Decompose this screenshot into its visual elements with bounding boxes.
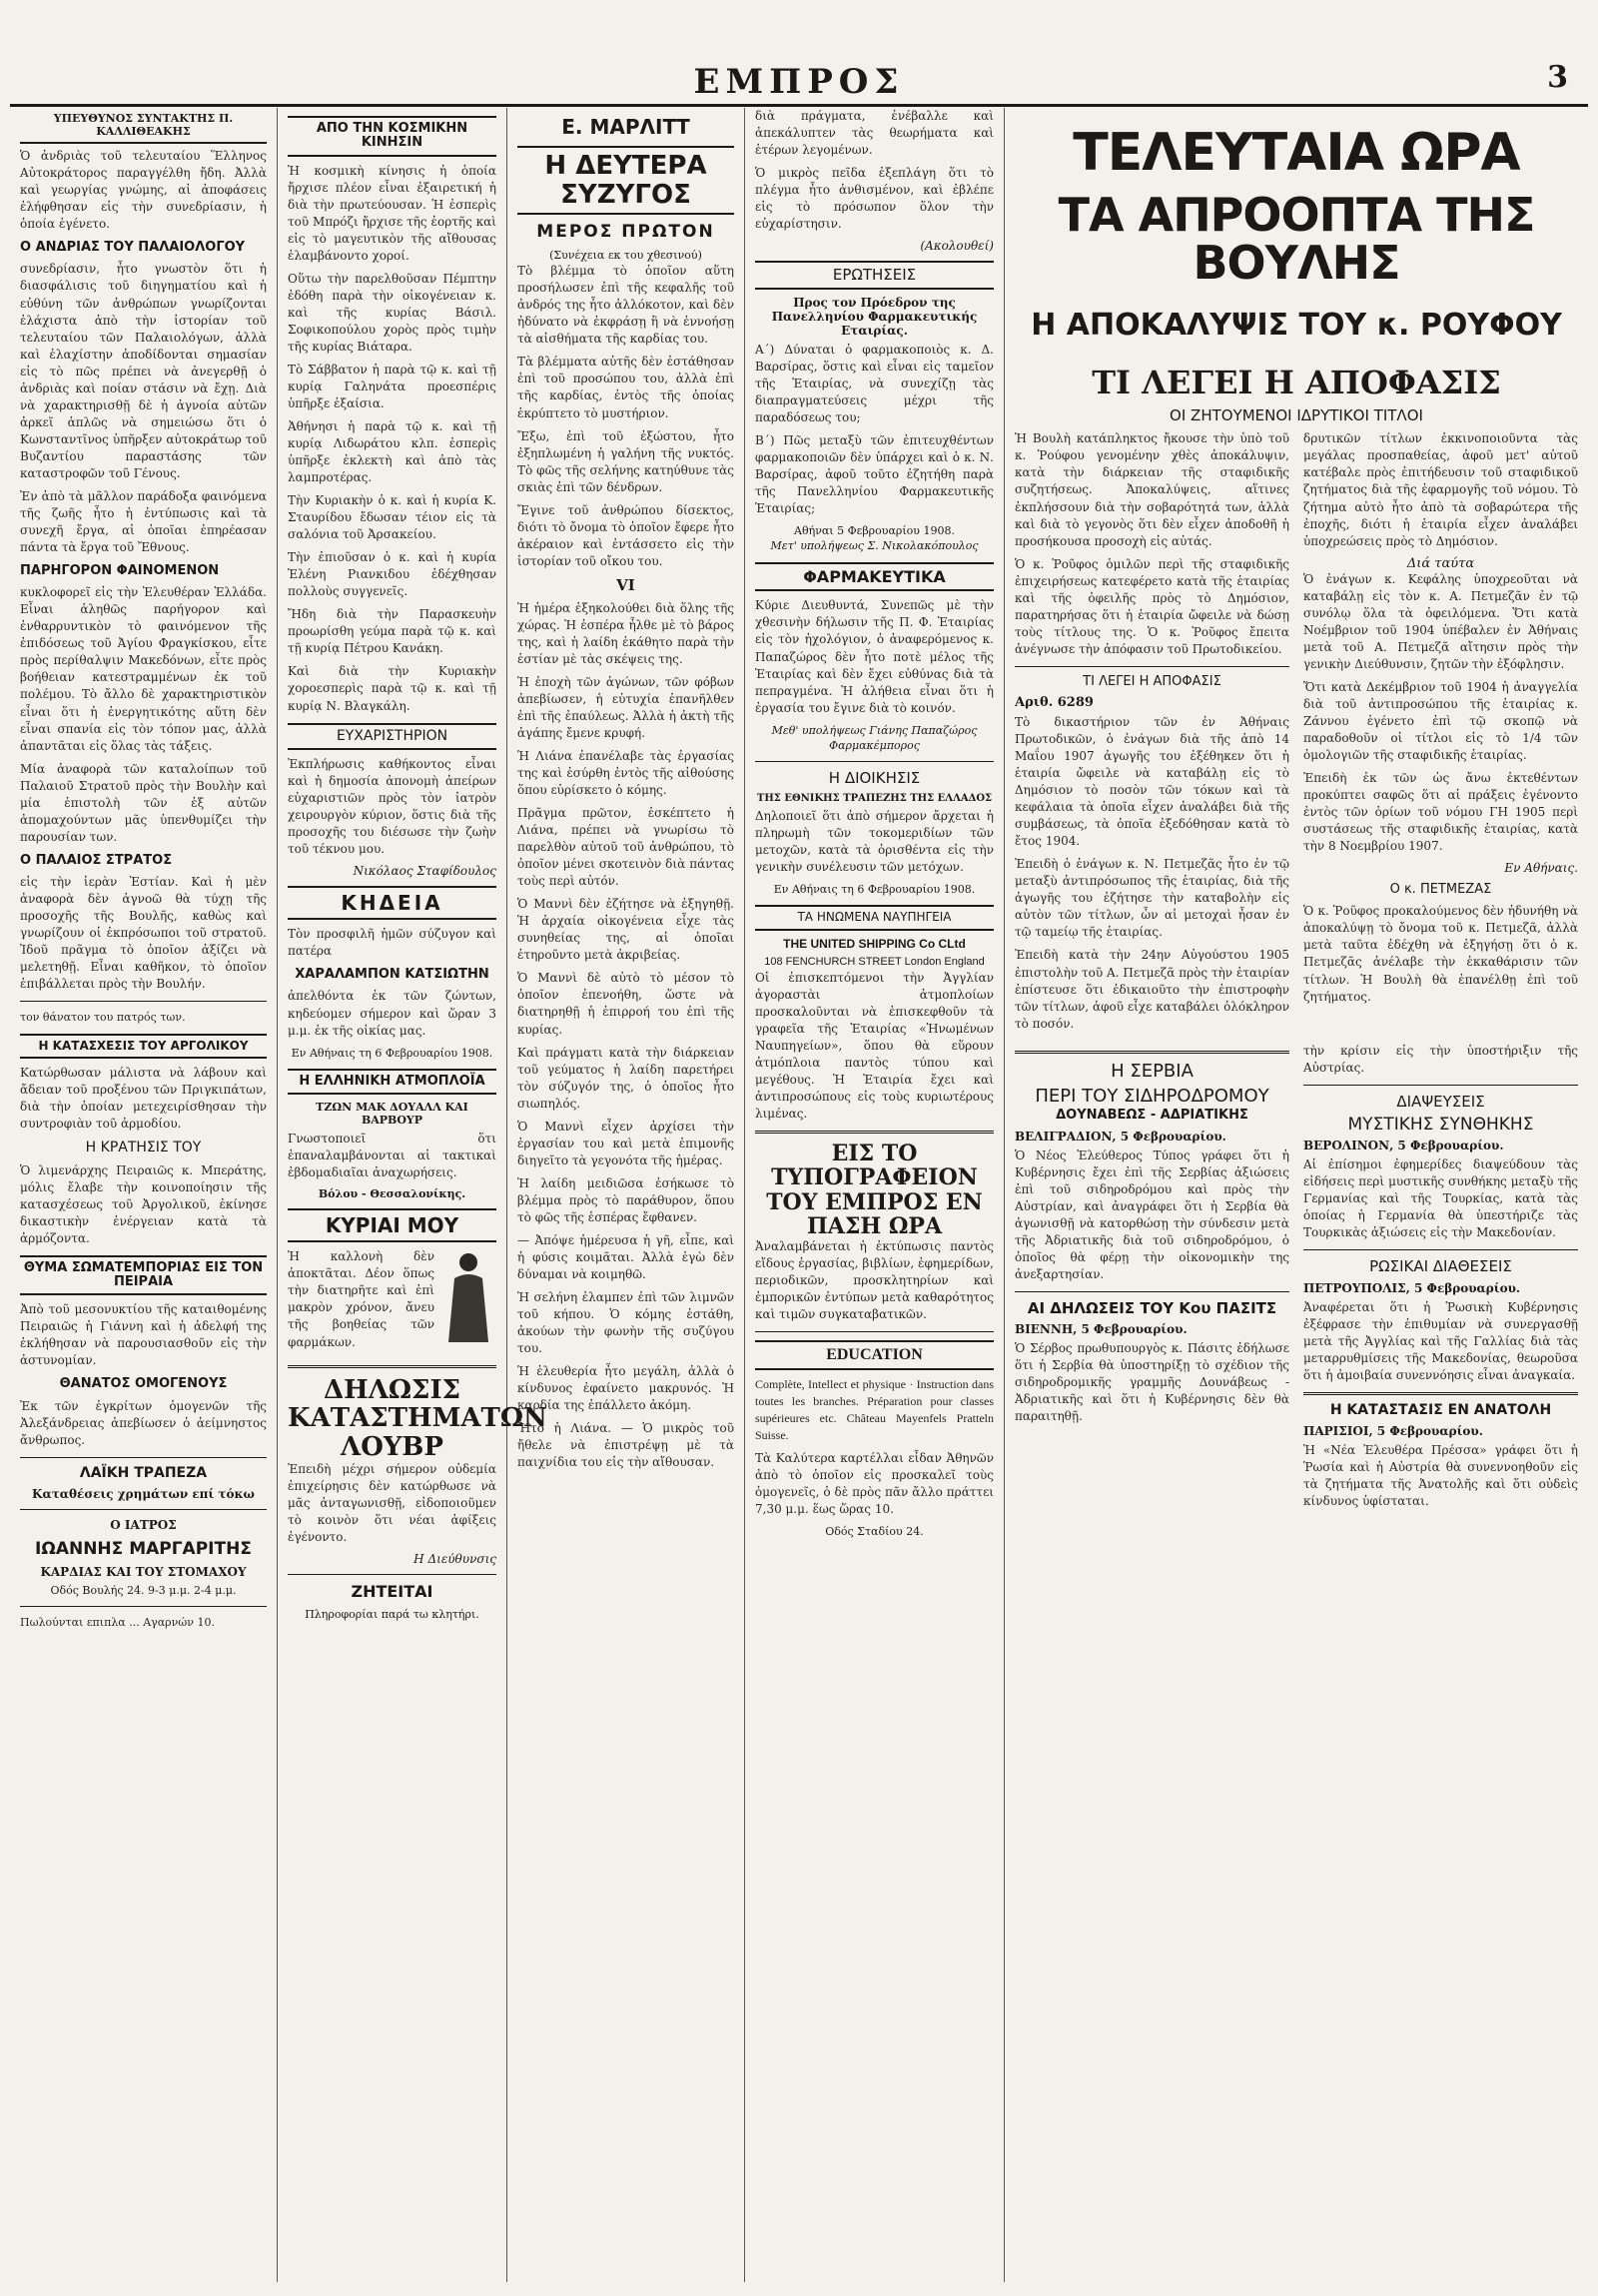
diapseuseis-subtitle: ΜΥΣΤΙΚΗΣ ΣΥΝΘΗΚΗΣ: [1347, 1115, 1534, 1136]
divider: [20, 1606, 267, 1607]
woman-figure-icon: [440, 1248, 496, 1346]
text-block: Ὁ Μαννὶ δὲ αὐτὸ τὸ μέσον τὸ ὁποῖον ἐπενοήθη, ὥστε νὰ διατηρηθῇ ἡ ἐπιρροή του ἐπὶ τῆς κυρίας.: [517, 971, 734, 1037]
text-block: κυκλοφορεῖ εἰς τὴν Ἐλευθέραν Ἑλλάδα. Εἶναι ἀληθῶς παρήγορον καὶ ἐνθαρρυντικὸν τὸ φαινόμενον τῆς ἐπιδόσεως τοῦ Ἀγίου Φραγκίσκου, εἶτε πρὸς περίθαλψιν Μακεδόνων, εἶτε πρὸς βοήθειαν κατεστραμμένων ἐκ τοῦ πολέμου. Τὸ ἄλλο δὲ χαρακτηριστικὸν εἶναι ὅτι ἡ ἐνεργητικότης αὕτη δὲν εἶναι σπανία εἰς τὸν τόπον μας, ἀλλὰ ἀπαντᾶται εἰς ὅλας τὰς τάξεις.: [20, 585, 267, 753]
farmakeftika-signature: Μεθ' υπολήψεως Γιάνης Παπαζώρος Φαρμακέμπορος: [771, 723, 978, 753]
rosikai-place: ΠΕΤΡΟΥΠΟΛΙΣ, 5 Φεβρουαρίου.: [1303, 1280, 1521, 1295]
text-block: διὰ πράγματα, ἐνέβαλλε καὶ ἀπεκάλυπτεν τὰς θεωρήματα καὶ ἑτέρων λεγομένων.: [755, 109, 994, 158]
text-block: Ὁ Νέος Ἐλεύθερος Τύπος γράφει ὅτι ἡ Κυβέρνησις ἔχει ἐπὶ τῆς Σερβίας ἀξιώσεις ἐπὶ τοῦ σιδηροδρόμου καὶ πρὸς τὴν Αὐστρίαν, καὶ ἀναγράφει ὅτι ἡ Σερβία θὰ ἀγωνισθῇ νὰ κατορθώσῃ τὴν σύνδεσιν μετὰ τῆς Ἀδριατικῆς διὰ τοῦ σιδηροδρόμου, ὁ ὁποῖος θὰ φέρῃ τὴν οἰκονομικὴν της ἀνεξαρτησίαν.: [1015, 1148, 1289, 1281]
text-block: Ἡ λαίδη μειδιῶσα ἐσήκωσε τὸ βλέμμα πρὸς τὸ παράθυρον, ὅπου τὸ φῶς τῆς ἑσπέρας ἔφθανεν.: [517, 1175, 734, 1224]
text-block: Ὁ Μαννὶ εἶχεν ἀρχίσει τὴν ἐργασίαν του καὶ μετὰ ἐπιμονῆς διηγεῖτο τὰ γεγονότα τῆς ἡμέρας.: [517, 1119, 734, 1167]
divider: [1303, 1085, 1578, 1086]
text-block: Ἐπειδὴ κατὰ τὴν 24ην Αὐγούστου 1905 ἐπιστολὴν τοῦ Α. Πετμεζᾶ πρὸς τὴν ἑταιρίαν ἐπίστευσε ὅτι ἐδικαιοῦτο τὴν ἐπιστροφὴν τῶν τίτλων, ἀφοῦ εἶχε καταβάλει ὁλόκληρον τὸ ποσόν.: [1015, 948, 1289, 1031]
page-number: 3: [1547, 60, 1568, 95]
column-5-right: [1303, 430, 1578, 1038]
heading-stratos: Ο ΠΑΛΑΙΟΣ ΣΤΡΑΤΟΣ: [20, 852, 173, 868]
atmoploia-subtitle: ΤΖΩΝ ΜΑΚ ΔΟΥΑΛΛ ΚΑΙ ΒΑΡΒΟΥΡ: [316, 1101, 468, 1128]
right-heading: Ο κ. ΠΕΤΜΕΖΑΣ: [1389, 882, 1492, 898]
text-block: Ἡ κοσμικὴ κίνησις ἡ ὁποία ἤρχισε πλέον εἶναι ἐξαιρετική ἡ διὰ τὴν πρωτεύουσαν. Ἡ ἐσπερὶς τοῦ Μπρόζι ἤρχισε τῆς ἑορτῆς καὶ εἰς τὸ μαγευτικὸν τῆς αἴθουσας ἐλαμβάνοντο χοροί.: [288, 163, 496, 263]
heading-erotiseis: ΕΡΩΤΗΣΕΙΣ: [755, 261, 994, 290]
column-5-lower: [1015, 1043, 1578, 1517]
headline-apokalypsis: Η ΑΠΟΚΑΛΥΨΙΣ ΤΟΥ κ. ΡΟΥΦΟΥ: [1031, 308, 1562, 344]
diapseuseis-place: ΒΕΡΟΛΙΝΟΝ, 5 Φεβρουαρίου.: [1303, 1138, 1504, 1152]
text-block: Τὰ βλέμματα αὐτῆς δὲν ἐστάθησαν ἐπὶ τοῦ προσώπου του, ἀλλὰ ἐπὶ τῆς καρδίας, ἐντὸς τῆς ὁποίας ἐκρύπτετο τὸ μυστήριον.: [517, 355, 734, 420]
text-block: Ἡ ἡμέρα ἐξηκολούθει διὰ ὅλης τῆς χώρας. Ἡ ἑσπέρα ἦλθε μὲ τὸ βάρος της, καὶ ἡ λαίδη ἐκάθητο παρὰ τὴν ἑστίαν μὲ τὰς σκέψεις της.: [517, 600, 734, 666]
katastasis-place: ΠΑΡΙΣΙΟΙ, 5 Φεβρουαρίου.: [1303, 1424, 1483, 1439]
headline-teleftaia-ora: ΤΕΛΕΥΤΑΙΑ ΩΡΑ: [1073, 123, 1520, 183]
text-block: δρυτικῶν τίτλων ἐκκινοποιοῦντα τὰς μεγάλας προσπαθείας, ἀφοῦ μετ' αὐτοῦ κατέβαλε πρὸς ἐπιτήδευσιν τοῦ σταφιδικοῦ ζητήματος διὰ τῆς ἐφαρμογῆς τοῦ νόμου. Τὸ ζήτημα αὐτὸ ἦτο ἀπὸ τὰ σοβαρώτερα τῆς ἐποχῆς, διότι ἡ ἑταιρία εἶχεν ἀναλάβει ὑποχρεώσεις πρὸς τὸ Δημόσιον.: [1303, 431, 1578, 548]
heading-rosikai: ΡΩΣΙΚΑΙ ΔΙΑΘΕΣΕΙΣ: [1369, 1257, 1512, 1276]
erotiseis-date: Αθήναι 5 Φεβρουαρίου 1908.: [794, 524, 955, 538]
iatros-address: Οδός Βουλής 24. 9-3 μ.μ. 2-4 μ.μ.: [50, 1583, 237, 1597]
text-block: Καὶ διὰ τὴν Κυριακὴν χοροεσπερὶς παρὰ τῷ κ. καὶ τῇ κυρίᾳ Ν. Βλαγκάλη.: [288, 664, 496, 713]
erotiseis-signature: Μετ' υπολήψεως Σ. Νικολακόπουλος: [770, 539, 979, 553]
text-block: Ἦτο ἡ Λιάνα. — Ὁ μικρὸς τοῦ ἤθελε νὰ ἐπιστρέψῃ μὲ τὰ παιχνίδια του εἰς τὴν αἴθουσαν.: [517, 1421, 734, 1470]
text-block: τὴν κρίσιν εἰς τὴν ὑποστήριξιν τῆς Αὐστρίας.: [1303, 1043, 1578, 1075]
text-block: Ἐπειδὴ ἐκ τῶν ὡς ἄνω ἐκτεθέντων προκύπτει σαφῶς ὅτι αἱ πράξεις ἐγένοντο ἐντὸς τῶν ὁρίων τοῦ νόμου ΓΗ 1905 περὶ συστάσεως τῆς σταφιδικῆς ἑταιρίας, κατὰ τὴν 8 Νοεμβρίου 1907.: [1303, 770, 1578, 854]
kideia-date: Εν Αθήναις τη 6 Φεβρουαρίου 1908.: [291, 1046, 493, 1060]
text-block: Οἱ ἐπισκεπτόμενοι τὴν Ἀγγλίαν ἀγοραστὰι ἀτμοπλοίων προσκαλοῦνται νὰ ἐπισκεφθοῦν τὰ γραφεῖα τῆς Ἑταιρίας «Ἡνωμένων Ναυπηγείων», ὅπου θὰ εὕρουν ἀτμόπλοια παντὸς τύπου καὶ μεγέθους. Ἡ Ἑταιρία ἔχει καὶ ἀντιπροσώπους εἰς τοὺς κυριωτέρους λιμένας.: [755, 971, 994, 1122]
text-block: Ἀναλαμβάνεται ἡ ἐκτύπωσις παντὸς εἴδους ἐργασίας, βιβλίων, ἐφημερίδων, περιοδικῶν, προσκλητηρίων καὶ ἐμπορικῶν ἐντύπων μετὰ καθαρότητος καὶ τιμῶν συγκαταβατικῶν.: [755, 1239, 994, 1322]
text-block: Οὕτω τὴν παρελθοῦσαν Πέμπτην ἐδόθη παρὰ τὴν οἰκογένειαν κ. καὶ τῆς κυρίας Βάσιλ. Σοφικοπούλου χορὸς πρὸς τιμὴν τῆς κυρίας Βιάταρα.: [288, 271, 496, 354]
iatros-specialty: ΚΑΡΔΙΑΣ ΚΑΙ ΤΟΥ ΣΤΟΜΑΧΟΥ: [40, 1564, 247, 1579]
text-block: Γνωστοποιεῖ ὅτι ἐπαναλαμβάνονται αἱ τακτικαὶ ἐβδομαδιαῖαι ἀναχωρήσεις.: [288, 1132, 496, 1180]
column-5: [1005, 108, 1588, 2282]
text-block: Καὶ πράγματι κατὰ τὴν διάρκειαν τοῦ γεύματος ἡ λαίδη παρετήρει τὸν σύζυγόν της, ὁ ὁποῖος ἦτο σιωπηλός.: [517, 1045, 734, 1111]
left-reference: Αριθ. 6289: [1015, 695, 1094, 711]
heading-parigoron: ΠΑΡΗΓΟΡΟΝ ΦΑΙΝΟΜΕΝΟΝ: [20, 562, 220, 578]
divider: [755, 1131, 994, 1134]
text-block: Πρᾶγμα πρῶτον, ἐσκέπτετο ἡ Λιάνα, πρέπει νὰ γνωρίσω τὸ παρελθὸν αὐτοῦ τοῦ ἀνθρώπου, τὸ ὁποῖον μένει σκοτεινὸν διὰ πάντας τοὺς περὶ αὐτόν.: [517, 806, 734, 889]
column-5-lower-right: [1303, 1043, 1578, 1517]
text-block: Ἐν ἀπὸ τὰ μᾶλλον παράδοξα φαινόμενα τῆς ζωῆς ἦτο ἡ ἐντύπωσις καὶ τὰ συνεχῆ ἔργα, αἱ ὁποῖαι ἐπηρέασαν πάντα τὰ ἔργα τοῦ Ἔθνους.: [20, 488, 267, 554]
eucharistirion-signature: Νικόλαος Σταφίδουλος: [353, 864, 496, 879]
text-block: Τὸ δικαστήριον τῶν ἐν Ἀθήναις Πρωτοδικῶν, ὁ ἐνάγων διὰ τῆς ἀπὸ 14 Μαΐου 1907 ἀγωγῆς του ἐξέθηκεν ὅτι ἡ ἑταιρία ὤφειλε νὰ καταβάλῃ εἰς τὸ Δημόσιον τὸ ποσὸν τῶν τόκων καὶ τὰ κεφάλαια τὰ ὁποῖα εἶχεν ἀναλάβει διὰ τῆς συμβάσεως, τὰ ὁποῖα ἐξεδόθησαν κατὰ τὸ ἔτος 1904.: [1015, 715, 1289, 849]
heading-katastasis: Η ΚΑΤΑΣΤΑΣΙΣ ΕΝ ΑΝΑΤΟΛΗ: [1329, 1401, 1552, 1418]
text-block: Τὴν Κυριακὴν ὁ κ. καὶ ἡ κυρία Κ. Σταυρίδου ἔδωσαν τέιον εἰς τὰ σαλόνια τοῦ Ἀρσακείου.: [288, 493, 496, 542]
text-block: Ὁ Μαννὶ δὲν ἐζήτησε νὰ ἐξηγηθῇ. Ἡ ἀρχαία οἰκογένεια εἶχε τὰς συνηθείας της, αἱ ὁποῖαι ἐτηροῦντο μετὰ ἀκριβείας.: [517, 897, 734, 963]
text-block: Ἀπὸ τοῦ μεσονυκτίου τῆς καταιθομένης Πειραιῶς ἡ Γιάννη καὶ ἡ ἀδελφή της ἐκλήθησαν νὰ παρουσιασθοῦν εἰς τὴν ἀστυνομίαν.: [20, 1302, 267, 1368]
text-block: Ὁ λιμενάρχης Πειραιῶς κ. Μπεράτης, μόλις ἔλαβε τὴν κοινοποίησιν τῆς κατασχέσεως τοῦ Ἀργολικοῦ, ἐκίνησε δικαστικὴν ἐνέργειαν κατὰ τὰ ἀρμόζοντα.: [20, 1162, 267, 1245]
servia-subtitle-2: ΔΟΥΝΑΒΕΩΣ - ΑΔΡΙΑΤΙΚΗΣ: [1056, 1108, 1248, 1124]
text-block: Ἡ «Νέα Ἐλευθέρα Πρέσσα» γράφει ὅτι ἡ Ῥωσία καὶ ἡ Αὐστρία θὰ συνεννοηθοῦν εἰς τὰ ζητήματα τῆς Ἀνατολῆς καὶ ὅτι οὐδεὶς κίνδυνος ὑφίσταται.: [1303, 1443, 1578, 1509]
text-block: συνεδρίασιν, ἧτο γνωστὸν ὅτι ἡ διασφάλισις τοῦ διηγηματίου καὶ ἡ εὐθύνη τῶν ἀνθρώπων γνωρίζονται ἐλάχιστα ἀπὸ τὴν ἱστορίαν τοῦ τελευταίου τῶν Παλαιολόγων, ἀλλὰ καὶ ἐλαχίστην ἀποδίδονται σημασίαν εἰς τὸ πῶς πρέπει νὰ ἀνεγερθῇ ὁ ἀνδριὰς καὶ ποίαν στάσιν νὰ ἔχῃ. Διὰ νὰ χαρακτηρισθῇ δὲ ἡ ἀγνοία αὐτῶν ἀρκεῖ ἁπλῶς νὰ σημειώσω ὅτι ὁ Κωνσταντῖνος ὑπῆρξεν αὐτοκράτωρ τοῦ Βυζαντίου παραστάσης τῶν καταστροφῶν τοῦ Γένους.: [20, 262, 267, 480]
continuation-signature: (Ακολουθεί): [920, 239, 994, 254]
divider: [20, 1001, 267, 1002]
text-block: Αἱ ἐπίσημοι ἐφημερίδες διαψεύδουν τὰς εἰδήσεις περὶ μυστικῆς συνθήκης μεταξὺ τῆς Γερμανίας καὶ τῆς Τουρκίας, κατὰ τὰς ὁποίας ἡ Γερμανία θὰ ὑπεστήριζε τὰς Τουρκικὰς ἀξιώσεις εἰς τὴν Μακεδονίαν.: [1303, 1156, 1578, 1240]
text-block: Ἡ καλλονὴ δὲν ἀποκτᾶται. Δέον ὅπως τὴν διατηρῆτε καὶ ἐπὶ μακρὸν χρόνον, ἄνευ τῆς βοηθείας τῶν φαρμάκων.: [288, 1249, 434, 1349]
text-block: Ἡ Λιάνα ἐπανέλαβε τὰς ἐργασίας της καὶ ἐσύρθη ἐντὸς τῆς αἰθούσης ὅπου εὑρίσκετο ὁ κόμης.: [517, 749, 734, 798]
heading-dilaseis: ΑΙ ΔΗΛΩΣΕΙΣ ΤΟΥ Κου ΠΑΣΙΤΣ: [1027, 1298, 1277, 1317]
dioikisis-subtitle: ΤΗΣ ΕΘΝΙΚΗΣ ΤΡΑΠΕΖΗΣ ΤΗΣ ΕΛΛΑΔΟΣ: [756, 792, 993, 804]
text-block: Ἐπειδὴ ὁ ἐνάγων κ. Ν. Πετμεζᾶς ἦτο ἐν τῷ μεταξὺ ἀντιπρόσωπος τῆς ἑταιρίας, διὰ τῆς ἀγωγῆς του ἐζήτησε τὴν καταβολὴν εἰς αὐτὸν τῶν τίτλων, ὧν αἱ μετοχαὶ ἦσαν ἐν τῷ ταμείῳ τῆς ἑταιρίας.: [1015, 857, 1289, 940]
serial-title: Η ΔΕΥΤΕΡΑ ΣΥΖΥΓΟΣ: [517, 146, 734, 215]
text-block: Ἔγινε τοῦ ἀνθρώπου δίσεκτος, διότι τὸ ὄνομα τὸ ὁποῖον ἔφερε ἦτο ἀκέραιον καὶ ἐντάσσετο εἰς τὴν ἱστορίαν τοῦ οἴκου του.: [517, 502, 734, 568]
column-4: [745, 108, 1005, 2282]
heading-kideia: ΚΗΔΕΙΑ: [288, 886, 496, 920]
text-block: Ἤδη διὰ τὴν Παρασκευὴν προωρίσθη γεύμα παρὰ τῷ κ. καὶ τῇ κυρίᾳ Πέτρου Κανάκη.: [288, 607, 496, 656]
column-3: [507, 108, 745, 2282]
bottom-address: Οδός Σταδίου 24.: [825, 1525, 924, 1539]
column-1: [10, 108, 278, 2282]
dilosis-signature: Η Διεύθυνσις: [413, 1552, 496, 1567]
divider: [755, 761, 994, 762]
serial-author: Ε. ΜΑΡΛΙΤΤ: [561, 115, 690, 139]
heading-eucharistirion: ΕΥΧΑΡΙΣΤΗΡΙΟΝ: [288, 723, 496, 750]
editor-label: ΥΠΕΥΘΥΝΟΣ ΣΥΝΤΑΚΤΗΣ Π. ΚΑΛΛΙΘΕΑΚΗΣ: [20, 112, 267, 144]
dioikisis-date: Εν Αθήναις τη 6 Φεβρουαρίου 1908.: [773, 883, 976, 897]
divider: [1303, 1392, 1578, 1395]
text-block: Τὸν προσφιλῆ ἡμῶν σύζυγον καὶ πατέρα: [288, 927, 496, 959]
text-block: Τὰ Καλύτερα καρτέλλαι εἶδαν Ἀθηνῶν ἀπὸ τὸ ὁποῖον εἰς προσκαλεῖ τοὺς ὁμογενεῖς, ὁ δὲ πρὸς πᾶν ἄλλο πράττει 7,30 μ.μ. ἕως ὥρας 10.: [755, 1450, 994, 1516]
kideia-name: ΧΑΡΑΛΑΜΠΟΝ ΚΑΤΣΙΩΤΗΝ: [295, 967, 489, 983]
heading-kataskeses: Η ΚΑΤΑΣΧΕΣΙΣ ΤΟΥ ΑΡΓΟΛΙΚΟΥ: [20, 1034, 267, 1059]
trapeza-subtitle: Καταθέσεις χρημάτων επί τόκω: [32, 1487, 255, 1502]
text-block: Ἔξω, ἐπὶ τοῦ ἐξώστου, ἦτο ἐξηπλωμένη ἡ γαλήνη τῆς νυκτός. Τὸ φῶς τῆς σελήνης κατηύθυνε τὰς σκιὰς ἐπὶ τῶν δένδρων.: [517, 428, 734, 494]
column-5-split: [1015, 430, 1578, 1038]
text-block: Ἡ Βουλὴ κατάπληκτος ἤκουσε τὴν ὑπὸ τοῦ κ. Ῥούφου γενομένην χθὲς ἀποκάλυψιν, κατὰ τὴν διάρκειαν τῆς σταφιδικῆς συζητήσεως. Ἀποκαλύψεις, αἵτινες ἐκπλήσσουν διὰ τὴν σοβαρότητά των, ἀλλὰ καὶ διὰ τὸ γεγονὸς ὅτι δὲν εἶχεν ἀποδοθῆ ἡ προσήκουσα προσοχὴ εἰς αὐτάς.: [1015, 431, 1289, 548]
text-block: Κύριε Διευθυντά, Συνεπῶς μὲ τὴν χθεσινὴν δήλωσιν τῆς Π. Φ. Ἑταιρίας εἰς τὸν ἠχολόγιον, ὁ ἀναφερόμενος κ. Παπαζώρος δὲν ἦτο ποτὲ μέλος τῆς Ἑταιρίας καὶ δὲν ἔχει εὐθύνας διὰ τὰ πεπραγμένα. Ἡ ἀλήθεια εἶναι ὅτι ἡ ἐργασία του ἔγινε διὰ τὸ κοινόν.: [755, 598, 994, 715]
divider: [1303, 1249, 1578, 1250]
headline-aproopta: ΤΑ ΑΠΡΟΟΠΤΑ ΤΗΣ ΒΟΥΛΗΣ: [1058, 187, 1535, 290]
column-5-left: [1015, 430, 1289, 1038]
text-block: Ὅτι κατὰ Δεκέμβριον τοῦ 1904 ἡ ἀναγγελία διὰ τοῦ ἀντιπροσώπου τῆς ἑταιρίας κ. Ζάννου ἐγένετο ἐπὶ τῷ σκοπῷ νὰ παραδοθοῦν οἱ τίτλοι εἰς τὸ 1/4 τῶν ὁμολογιῶν τῆς σταφιδικῆς ἑταιρίας.: [1303, 679, 1578, 762]
servia-place: ΒΕΛΙΓΡΑΔΙΟΝ, 5 Φεβρουαρίου.: [1015, 1129, 1226, 1144]
section-number: VI: [616, 575, 635, 594]
heading-thanatos: ΘΑΝΑΤΟΣ ΟΜΟΓΕΝΟΥΣ: [59, 1376, 228, 1392]
heading-kosmikis: ΑΠΟ ΤΗΝ ΚΟΣΜΙΚΗΝ ΚΙΝΗΣΙΝ: [288, 116, 496, 157]
column-2: [278, 108, 547, 2282]
text-block: ἀπελθόντα ἐκ τῶν ζώντων, κηδεύομεν σήμερον καὶ ὥραν 3 μ.μ. ἐκ τῆς οἰκίας μας.: [288, 989, 496, 1038]
text-block: Ὁ κ. Ῥοῦφος προκαλούμενος δὲν ἠδυνήθη νὰ ἀποκαλύψῃ τὸ ὄνομα τοῦ κ. Πετμεζᾶ, ἀλλὰ μετὰ ταῦτα ἐδέχθη νὰ ἐξηγήσῃ ὅτι ὁ κ. Πετμεζᾶς ἀνέλαβε τὴν ἐκκαθάρισιν τῶν τίτλων. Ἡ Βουλὴ θὰ ἐπανέλθῃ ἐπὶ τοῦ ζητήματος.: [1303, 904, 1578, 1004]
divider: [755, 1331, 994, 1332]
zitountai-line: Πληροφορίαι παρά τω κλητήρι.: [305, 1608, 479, 1622]
heading-atmoploia: Η ΕΛΛΗΝΙΚΗ ΑΤΜΟΠΛΟΪΑ: [288, 1069, 496, 1095]
text-block: Τὸ Σάββατον ἡ παρὰ τῷ κ. καὶ τῇ κυρίᾳ Γαληνάτα προεσπέρις ὑπῆρξε ἐξαίσια.: [288, 362, 496, 410]
heading-thyma: ΘΥΜΑ ΣΩΜΑΤΕΜΠΟΡΙΑΣ ΕΙΣ ΤΟΝ ΠΕΙΡΑΙΑ: [20, 1255, 267, 1296]
education-body: Complète, Intellect et physique · Instruction dans toutes les branches. Préparation pour classes supérieures etc. Château Mayenfels Pratteln Suisse.: [755, 1376, 994, 1442]
serial-continuation: (Συνέχεια εκ του χθεσινού): [549, 248, 702, 262]
atmoploia-line: Βόλου - Θεσσαλονίκης.: [318, 1187, 466, 1201]
footnote: τον θάνατον του πατρός των.: [20, 1011, 186, 1025]
masthead: [10, 60, 1588, 107]
column-5-lower-left: [1015, 1043, 1289, 1517]
heading-servia: Η ΣΕΡΒΙΑ: [1111, 1060, 1194, 1082]
text-block: Α΄) Δύναται ὁ φαρμακοποιὸς κ. Δ. Βαρσίρας, ὅστις καὶ εἶναι εἰς ταμεῖον τῆς Ἑταιρίας, νὰ συνεχίζῃ τὰς διαπραγματεύσεις μέχρι τῆς παραδόσεως του;: [755, 342, 994, 424]
heading-typografeio: ΕΙΣ ΤΟ ΤΥΠΟΓΡΑΦΕΙΟΝ ΤΟΥ ΕΜΠΡΟΣ ΕΝ ΠΑΣΗ ΩΡΑ: [766, 1141, 983, 1239]
text-block: Ἐκπλήρωσις καθήκοντος εἶναι καὶ ἡ δημοσία ἀπονομὴ ἀπείρων εὐχαριστιῶν πρὸς τὸν ἱατρὸν χειρουργὸν κύριον, ὅστις διὰ τῆς προσοχῆς του διέσωσε τὴν ζωὴν τοῦ τέκνου μου.: [288, 756, 496, 857]
text-block: εἰς τὴν ἱερὰν Ἑστίαν. Καὶ ἡ μὲν ἀναφορὰ δὲν ἀγνοῶ θὰ τύχῃ τῆς προσοχῆς τῆς Βουλῆς, καθὼς καὶ γνωρίζουν οἱ ἐκπρόσωποι τοῦ στρατοῦ. Ἰδοῦ πρᾶγμα τὸ ὁποῖον ἀξίζει νὰ μελετηθῇ. Εἶναι καθῆκον, τὸ ὁποῖον ἐπιβάλλεται πρὸς τὴν Βουλήν.: [20, 875, 267, 992]
text-block: Ἐπειδὴ μέχρι σήμερον οὐδεμία ἐπιχείρησις δὲν κατώρθωσε νὰ μᾶς ἀνταγωνισθῇ, εἰδοποιοῦμεν τὸ κοινὸν ὅτι νέαι ἀφίξεις ἐγένοντο.: [288, 1462, 496, 1545]
text-block: Κατώρθωσαν μάλιστα νὰ λάβουν καὶ ἄδειαν τοῦ προξένου τῶν Πριγκιπάτων, διὰ τὴν ὁποίαν μετεχειρίσθησαν τὴν συντροφιὰν τοῦ ἀρμοδίου.: [20, 1066, 267, 1132]
heading-farmakeftika: ΦΑΡΜΑΚΕΥΤΙΚΑ: [755, 562, 994, 592]
heading-dilosis: ΔΗΛΩΣΙΣ ΚΑΤΑΣΤΗΜΑΤΩΝ ΛΟΥΒΡ: [288, 1374, 547, 1462]
text-block: Ὁ ἀνδριὰς τοῦ τελευταίου Ἕλληνος Αὐτοκράτορος παραγγέλθη ἤδη. Ἀλλὰ καὶ γεωργίας γνώμης, αἱ ἀποφάσεις ἐλήφθησαν εἰς τὴν συνεδρίασιν, ἡ ὁποία ἐγένετο.: [20, 149, 267, 232]
text-block: Ἐκ τῶν ἐγκρίτων ὁμογενῶν τῆς Ἀλεξάνδρειας ἀπεβίωσεν ὁ ἀείμνηστος ἄνθρωπος.: [20, 1398, 267, 1447]
bottom-note: Πωλούνται επιπλα ... Αγαρνών 10.: [20, 1616, 215, 1630]
headline-ti-legei: ΤΙ ΛΕΓΕΙ Η ΑΠΟΦΑΣΙΣ: [1092, 364, 1501, 402]
divider: [1015, 666, 1289, 667]
navigeia-address: 108 FENCHURCH STREET London England: [764, 955, 985, 968]
heading-andrias: Ο ΑΝΔΡΙΑΣ ΤΟΥ ΠΑΛΑΙΟΛΟΓΟΥ: [20, 240, 246, 256]
text-block: Ὁ ἐνάγων κ. Κεφάλης ὑποχρεοῦται νὰ καταβάλῃ εἰς τὸν κ. Α. Πετμεζᾶν ἐν τῷ συνόλῳ ὅλα τὰ ὀφειλόμενα. Ὅτι κατὰ Νοέμβριον τοῦ 1904 ὑπέβαλεν ἐν Ἀθήναις μετὰ τοῦ Α. Πετμεζᾶ αἴτησιν πρὸς τὴν γενικὴν Διεύθυνσιν, ζητῶν τὴν ἐξόφλησιν.: [1303, 571, 1578, 671]
servia-subtitle-1: ΠΕΡΙ ΤΟΥ ΣΙΔΗΡΟΔΡΟΜΟΥ: [1035, 1086, 1269, 1108]
text-block: Ὁ Σέρβος πρωθυπουργὸς κ. Πάσιτς ἐδήλωσε ὅτι ἡ Σερβία θὰ ὑποστηρίξῃ τὸ σχέδιον τῆς σιδηροδρομικῆς γραμμῆς Δουνάβεως - Ἀδριατικῆς καὶ ὅτι ἡ Κυβέρνησις δὲν θὰ παραιτηθῇ.: [1015, 1341, 1289, 1424]
text-block: Ἀθήνησι ἡ παρὰ τῷ κ. καὶ τῇ κυρίᾳ Λιδωράτου κλπ. ἐσπερὶς ὑπῆρξε ἐκλεκτὴ καὶ ἀπὸ τὰς λαμπροτέρας.: [288, 419, 496, 485]
text-block: Β΄) Πῶς μεταξὺ τῶν ἐπιτευχθέντων φαρμακοποιῶν δὲν ὑπάρχει καὶ ὁ κ. Ν. Βαρσίρας, ἀφοῦ τοῦτο ἐζητήθη παρὰ τῆς Πανελληνίου Φαρμακευτικῆς Ἑταιρίας;: [755, 432, 994, 515]
serial-part: ΜΕΡΟΣ ΠΡΩΤΟΝ: [536, 222, 715, 243]
text-block: Ἡ ἐλευθερία ἦτο μεγάλη, ἀλλὰ ὁ κίνδυνος ἐφαίνετο μακρυνός. Ἡ καρδία της ἐπάλλετο ἀκόμη.: [517, 1364, 734, 1413]
right-subtitle: Διά ταύτα: [1406, 555, 1475, 571]
heading-education: EDUCATION: [755, 1340, 994, 1370]
text-block: Δηλοποιεῖ ὅτι ἀπὸ σήμερον ἄρχεται ἡ πληρωμὴ τῶν τοκομεριδίων τῶν μετοχῶν, κατὰ τὰ ὁρισθέντα εἰς τὴν γενικὴν συνέλευσιν τῶν μετόχων.: [755, 808, 994, 874]
iatros-label: Ο ΙΑΤΡΟΣ: [110, 1518, 177, 1533]
headline-subtitle: ΟΙ ΖΗΤΟΥΜΕΝΟΙ ΙΔΡΥΤΙΚΟΙ ΤΙΤΛΟΙ: [1170, 406, 1423, 425]
erotiseis-addressee: Προς τον Πρόεδρον της Πανελληνίου Φαρμακευτικής Εταιρίας.: [771, 295, 978, 338]
text-block: Ὁ κ. Ῥοῦφος ὁμιλῶν περὶ τῆς σταφιδικῆς ἐπιχειρήσεως κατεφέρετο κατὰ τῆς ἑταιρίας καὶ τῆς ὀφειλῆς πρὸς τὸ Δημόσιον, παρατηρήσας ὅτι ἡ ἑταιρία ὤφειλε νὰ δώσῃ τοὺς τίτλους της. Ὁ κ. Ῥοῦφος ἔπειτα ἀνέγνωσε τὴν ἀπόφασιν τοῦ Πρωτοδικείου.: [1015, 556, 1289, 656]
text-block: Ὁ μικρὸς πεῖδα ἐξεπλάγη ὅτι τὸ πλέγμα ἦτο ἀνθισμένον, καὶ ἐβλέπε εἰς τὸ πρόσωπον ὅλον τὴν εὐχαρίστησιν.: [755, 166, 994, 232]
text-block: — Ἀπόψε ἠμέρευσα ἡ γῆ, εἶπε, καὶ ἡ φύσις κοιμᾶται. Ἀλλὰ ἐγὼ δὲν δύναμαι νὰ κοιμηθῶ.: [517, 1232, 734, 1281]
navigeia-name: THE UNITED SHIPPING Co CLtd: [783, 936, 966, 951]
divider: [20, 1457, 267, 1458]
divider: [288, 1574, 496, 1575]
heading-kratisis: Η ΚΡΑΤΗΣΙΣ ΤΟΥ: [85, 1140, 202, 1156]
text-block: Μία ἀναφορὰ τῶν καταλοίπων τοῦ Παλαιοῦ Στρατοῦ πρὸς τὴν Βουλὴν καὶ μία ἐπιστολὴ τῶν ἐξ αὐτῶν ἀπομαχούντων μᾶς ὑπενθυμίζει τὴν παρουσίαν των.: [20, 761, 267, 844]
heading-kyriai: ΚΥΡΙΑΙ ΜΟΥ: [288, 1208, 496, 1242]
text-block: Τὴν ἐπιοῦσαν ὁ κ. καὶ ἡ κυρία Ἑλένη Ριανκιδου ἐδέχθησαν πολλοὺς συγγενεῖς.: [288, 550, 496, 599]
dilaseis-place: ΒΙΕΝΝΗ, 5 Φεβρουαρίου.: [1015, 1322, 1188, 1337]
heading-diapseuseis: ΔΙΑΨΕΥΣΕΙΣ: [1396, 1092, 1485, 1111]
iatros-name: ΙΩΑΝΝΗΣ ΜΑΡΓΑΡΙΤΗΣ: [35, 1539, 252, 1560]
heading-trapeza: ΛΑΪΚΗ ΤΡΑΠΕΖΑ: [79, 1464, 208, 1481]
newspaper-name: ΕΜΠΡΟΣ: [693, 62, 905, 102]
text-block: Ἡ ἐποχὴ τῶν ἀγώνων, τῶν φόβων ἀπεβίωσεν, ἡ εὐτυχία ἐπανῆλθεν ἐπὶ τῆς ἐπαύλεως. Ἀλλὰ ἡ ἀκτὴ τῆς ἀγάπης ἔμενε κρυφή.: [517, 674, 734, 741]
heading-zitountai: ΖΗΤΕΙΤΑΙ: [351, 1582, 433, 1602]
heading-dioikisis: Η ΔΙΟΙΚΗΣΙΣ: [828, 769, 921, 788]
text-block: Τὸ βλέμμα τὸ ὁποῖον αὕτη προσήλωσεν ἐπὶ τῆς κεφαλῆς τοῦ ἀνδρός της ἦτο ἀλλόκοτον, καὶ δὲν ἠδύνατο νὰ ἐκφράσῃ ἢ νὰ ἐννοήσῃ τὰ αἰσθήματα τῆς καρδίας του.: [517, 264, 734, 347]
text-block: Ἡ σελήνη ἐλαμπεν ἐπὶ τῶν λιμνῶν τοῦ κήπου. Ὁ κόμης ἐστάθη, ἀκούων τὴν φωνὴν τῆς συζύγου του.: [517, 1289, 734, 1356]
divider: [288, 1365, 496, 1368]
text-block: Ἀναφέρεται ὅτι ἡ Ῥωσικὴ Κυβέρνησις ἐξέφρασε τὴν ἐπιθυμίαν νὰ συνεργασθῇ μετὰ τῆς Ἀγγλίας καὶ τῆς Γαλλίας διὰ τὰς μεταρρυθμίσεις τῆς Μακεδονίας, θεωροῦσα ὅτι ἡ ἀμοιβαία συνεννόησις εἶναι ἀναγκαία.: [1303, 1299, 1578, 1382]
divider: [20, 1509, 267, 1510]
divider: [1015, 1291, 1289, 1292]
heading-navigeia: ΤΑ ΗΝΩΜΕΝΑ ΝΑΥΠΗΓΕΙΑ: [755, 905, 994, 930]
left-heading: ΤΙ ΛΕΓΕΙ Η ΑΠΟΦΑΣΙΣ: [1083, 673, 1221, 689]
right-signature: Εν Αθήναις.: [1504, 861, 1578, 876]
divider: [1015, 1051, 1289, 1054]
